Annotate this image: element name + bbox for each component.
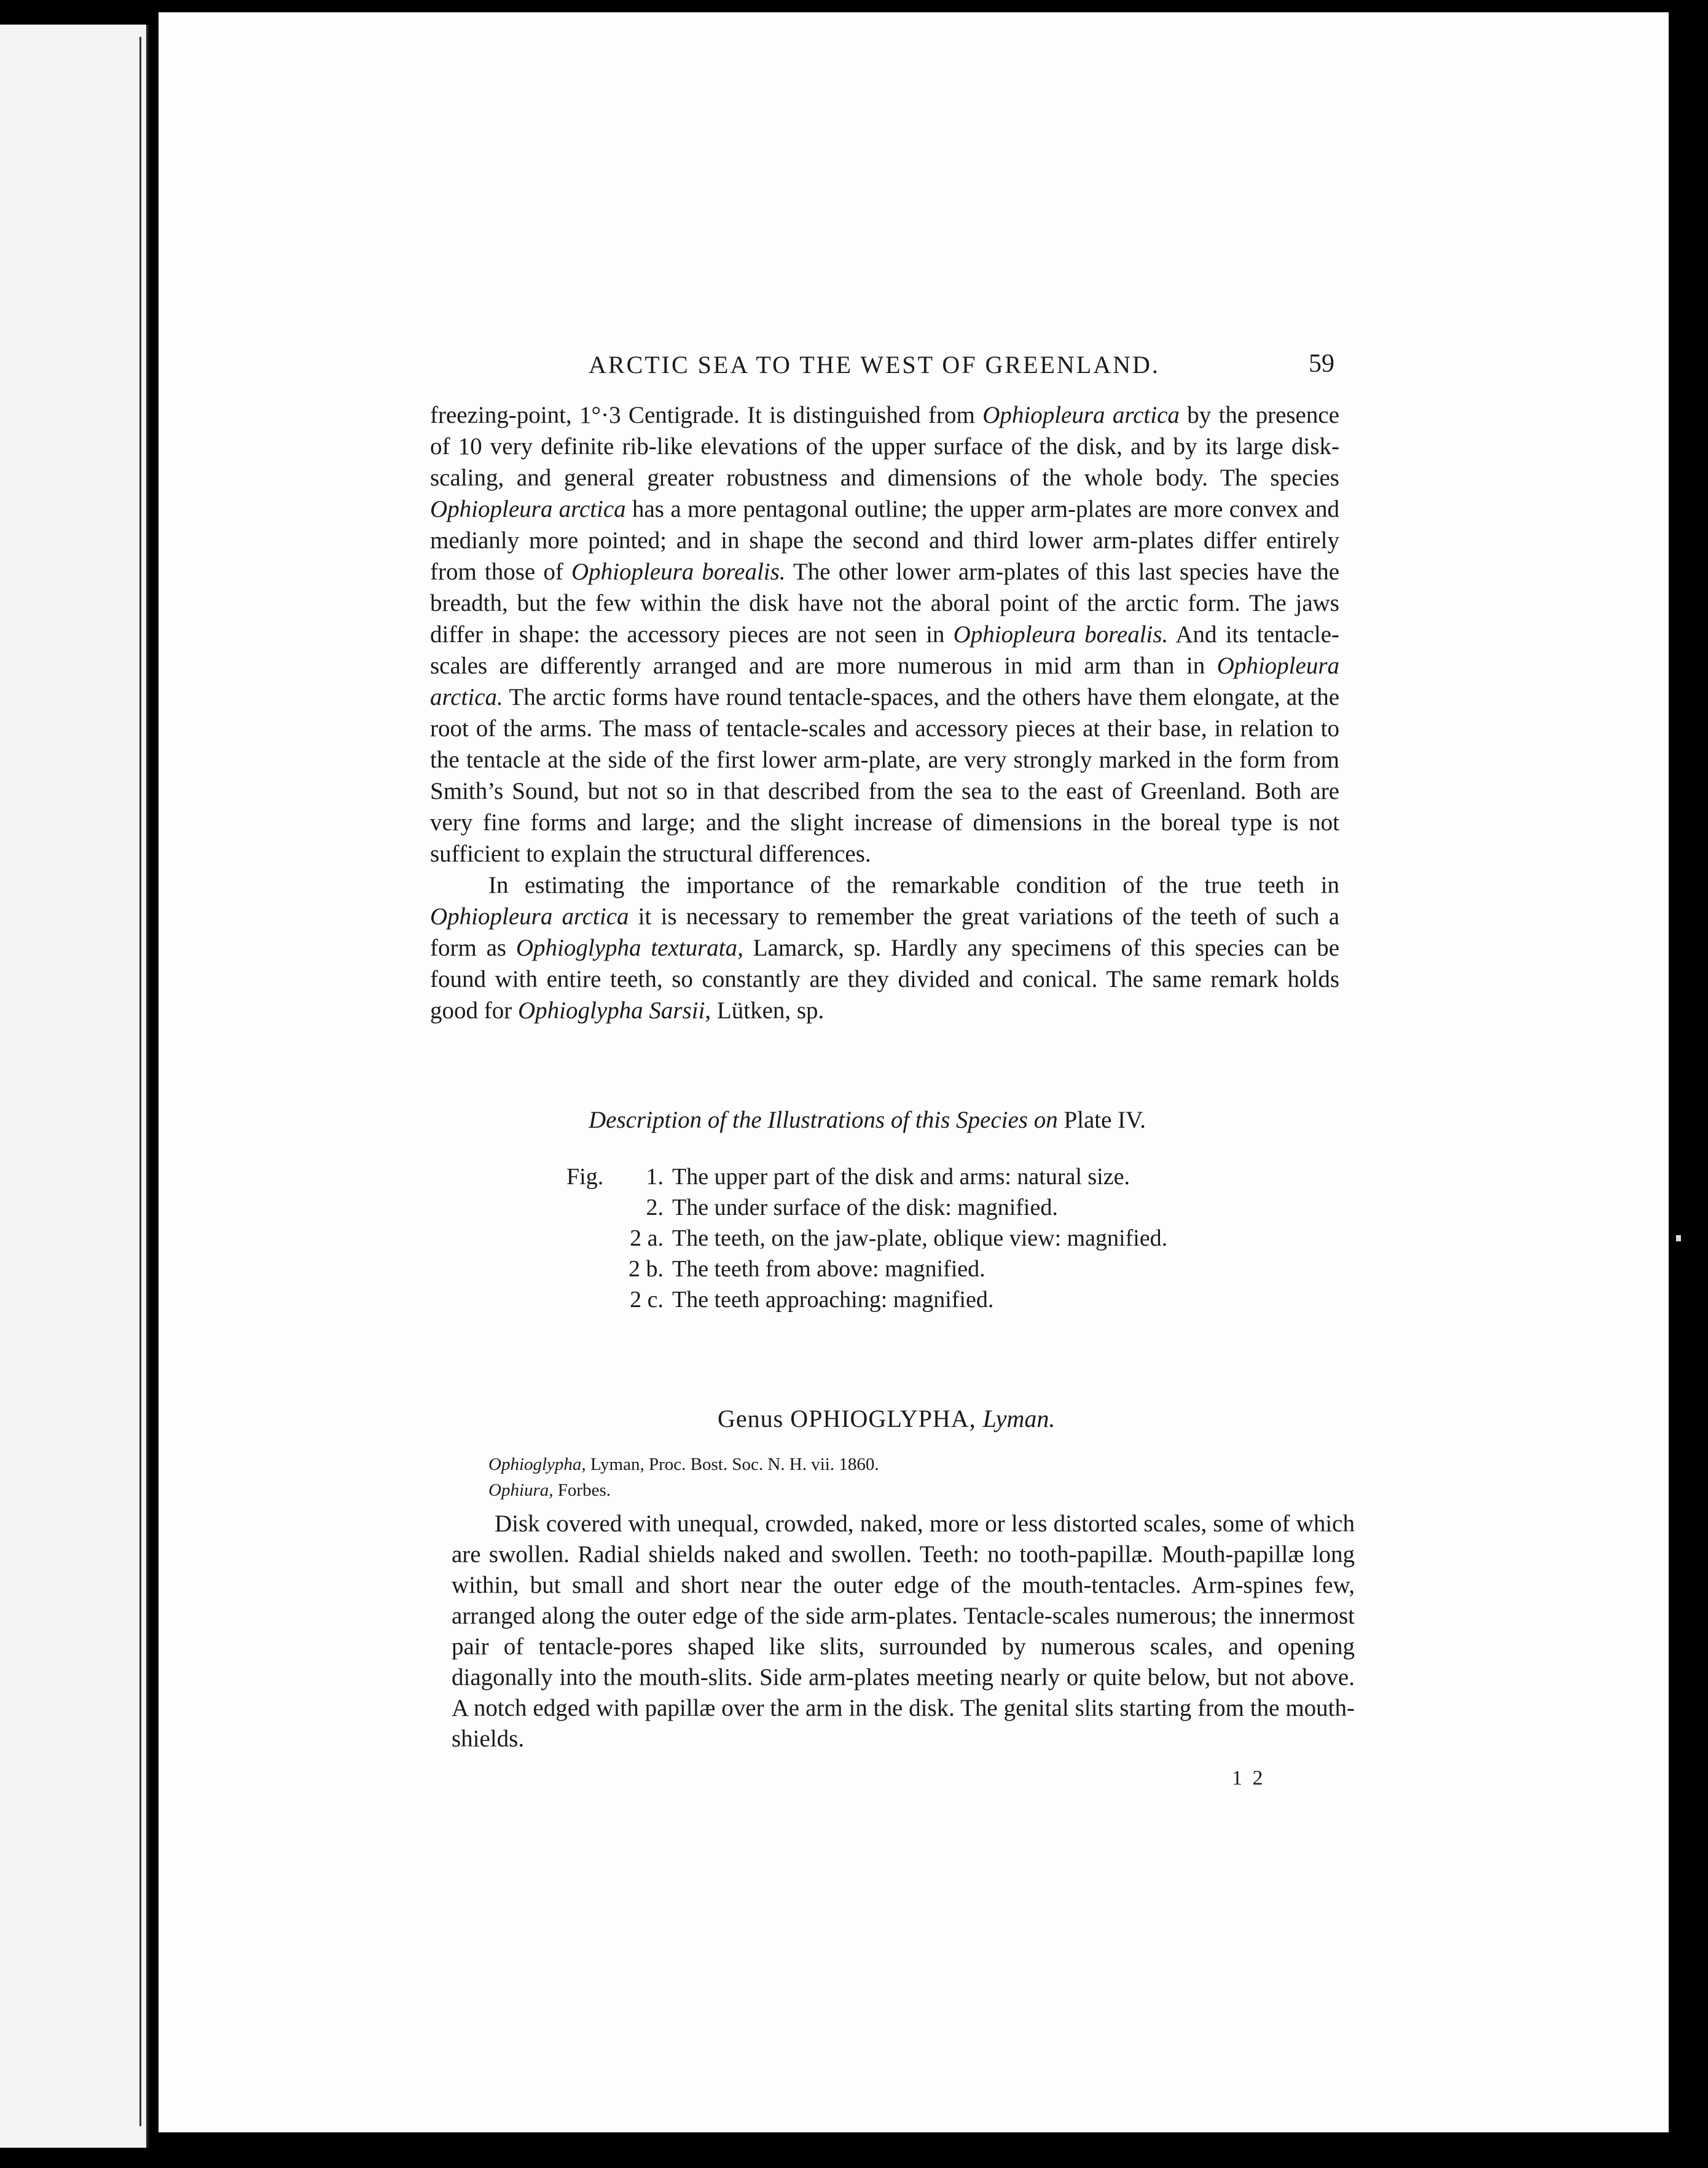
scan-edge-mark	[1676, 1235, 1681, 1241]
text-run: The arctic forms have round tentacle-spaces, and the others have them elongate, at the root of the arms. The mass of tentacle-scales and accessory pieces at their base, in relation to the tentacle at the side of the first lower arm-plate, are very strongly marked in the form from Smith’s Sound, but not so in that described from the sea to the east of Greenland. Both are very fine forms and large; and the slight increase of dimensions in the boreal type is not sufficient to explain the structural differences.	[430, 684, 1339, 867]
synonym-citation: Lyman, Proc. Bost. Soc. N. H. vii. 1860.	[586, 1455, 879, 1474]
fig-caption: The teeth approaching: magnified.	[672, 1287, 994, 1313]
synonym-citation: Forbes.	[553, 1480, 611, 1500]
paragraph-1	[430, 399, 1339, 870]
text-run: it is necessary to remember the great variations of the teeth of such a form as	[430, 903, 1340, 961]
species-name: Ophiopleura arctica.	[430, 653, 1339, 710]
gutter-line	[139, 37, 141, 2126]
fig-caption: The teeth from above: magnified.	[672, 1256, 985, 1282]
text-run: Lütken, sp.	[711, 997, 825, 1024]
text-run: In estimating the importance of the remarkable condition of the true teeth in	[488, 872, 1339, 898]
figure-item	[566, 1161, 1365, 1192]
fig-number: 1.	[646, 1164, 664, 1190]
genus-description	[452, 1509, 1355, 1754]
fig-number: 2 a.	[630, 1225, 664, 1251]
page-number: 59	[1309, 350, 1334, 378]
genus-heading	[718, 1404, 1271, 1433]
fig-number: 2 b.	[629, 1256, 664, 1282]
figure-item	[566, 1254, 1365, 1284]
text-run: And its tentacle-scales are differently arranged and are more numerous in mid arm than in	[430, 621, 1339, 679]
signature-mark: 1 2	[1232, 1767, 1266, 1789]
species-name: Ophiopleura borealis.	[571, 559, 786, 585]
figure-item	[566, 1192, 1365, 1223]
genus-description-paragraph: Disk covered with unequal, crowded, naked, more or less distorted scales, some of which are swollen. Radial shields naked and swollen. Teeth: no tooth-papillæ. Mouth-papillæ long within, but small and short near the outer edge of the mouth-tentacles. Arm-spines few, arranged along the outer edge of the side arm-plates. Tentacle-scales numerous; the innermost pair of tentacle-pores shaped like slits, surrounded by numerous scales, and opening diagonally into the mouth-slits. Side arm-plates meeting nearly or quite below, but not above. A notch edged with papillæ over the arm in the disk. The genital slits starting from the mouth-shields.	[452, 1510, 1355, 1752]
species-name: Ophiopleura borealis.	[953, 621, 1169, 648]
text-run: freezing-point, 1°·3 Centigrade. It is distinguished from	[430, 402, 983, 428]
synonym-name: Ophiura,	[488, 1480, 554, 1500]
figure-list	[566, 1161, 1365, 1315]
text-run: The other lower arm-plates of this last species have the breadth, but the few within the disk have not the aboral point of the arctic form. The jaws differ in shape: the accessory pieces are not seen in	[430, 559, 1340, 648]
figure-item	[566, 1223, 1365, 1254]
facing-page-edge	[0, 25, 149, 2148]
genus-author: Lyman.	[982, 1405, 1056, 1432]
synonymy-entry	[488, 1451, 1226, 1477]
fig-caption: The upper part of the disk and arms: natural size.	[672, 1164, 1130, 1190]
species-name: Ophiopleura arctica	[430, 903, 629, 930]
illustrations-heading	[589, 1106, 1387, 1134]
running-head: ARCTIC SEA TO THE WEST OF GREENLAND.	[589, 351, 1160, 379]
species-name: Ophioglypha Sarsii,	[517, 997, 711, 1024]
species-name: Ophioglypha texturata,	[515, 935, 743, 961]
fig-prefix: Fig.	[566, 1164, 604, 1190]
species-name: Ophiopleura arctica	[430, 496, 626, 522]
genus-heading-text: Genus OPHIOGLYPHA,	[718, 1405, 983, 1432]
synonymy-entry	[488, 1477, 1226, 1503]
figure-item	[566, 1284, 1365, 1315]
book-page	[159, 12, 1669, 2132]
text-run: by the presence of 10 very definite rib-like elevations of the upper surface of the disk, and by its large disk-scaling, and general greater robustness and dimensions of the whole body. The species	[430, 402, 1339, 491]
fig-number: 2.	[646, 1195, 664, 1220]
fig-caption: The under surface of the disk: magnified.	[672, 1195, 1058, 1220]
fig-number: 2 c.	[630, 1287, 664, 1313]
species-name: Ophiopleura arctica	[982, 402, 1180, 428]
fig-caption: The teeth, on the jaw-plate, oblique view: magnified.	[672, 1225, 1168, 1251]
paragraph-2	[430, 870, 1339, 1026]
synonym-name: Ophioglypha,	[488, 1455, 586, 1474]
text-run: has a more pentagonal outline; the upper arm-plates are more convex and medianly more pointed; and in shape the second and third lower arm-plates differ entirely from those of	[430, 496, 1339, 585]
text-run: Lamarck, sp. Hardly any specimens of this species can be found with entire teeth, so constantly are they divided and conical. The same remark holds good for	[430, 935, 1340, 1024]
synonymy-list	[488, 1451, 1226, 1503]
illustrations-heading-italic: Description of the Illustrations of this Species on	[589, 1107, 1058, 1133]
body-text	[430, 399, 1339, 1026]
illustrations-heading-plate: Plate IV.	[1057, 1107, 1146, 1133]
